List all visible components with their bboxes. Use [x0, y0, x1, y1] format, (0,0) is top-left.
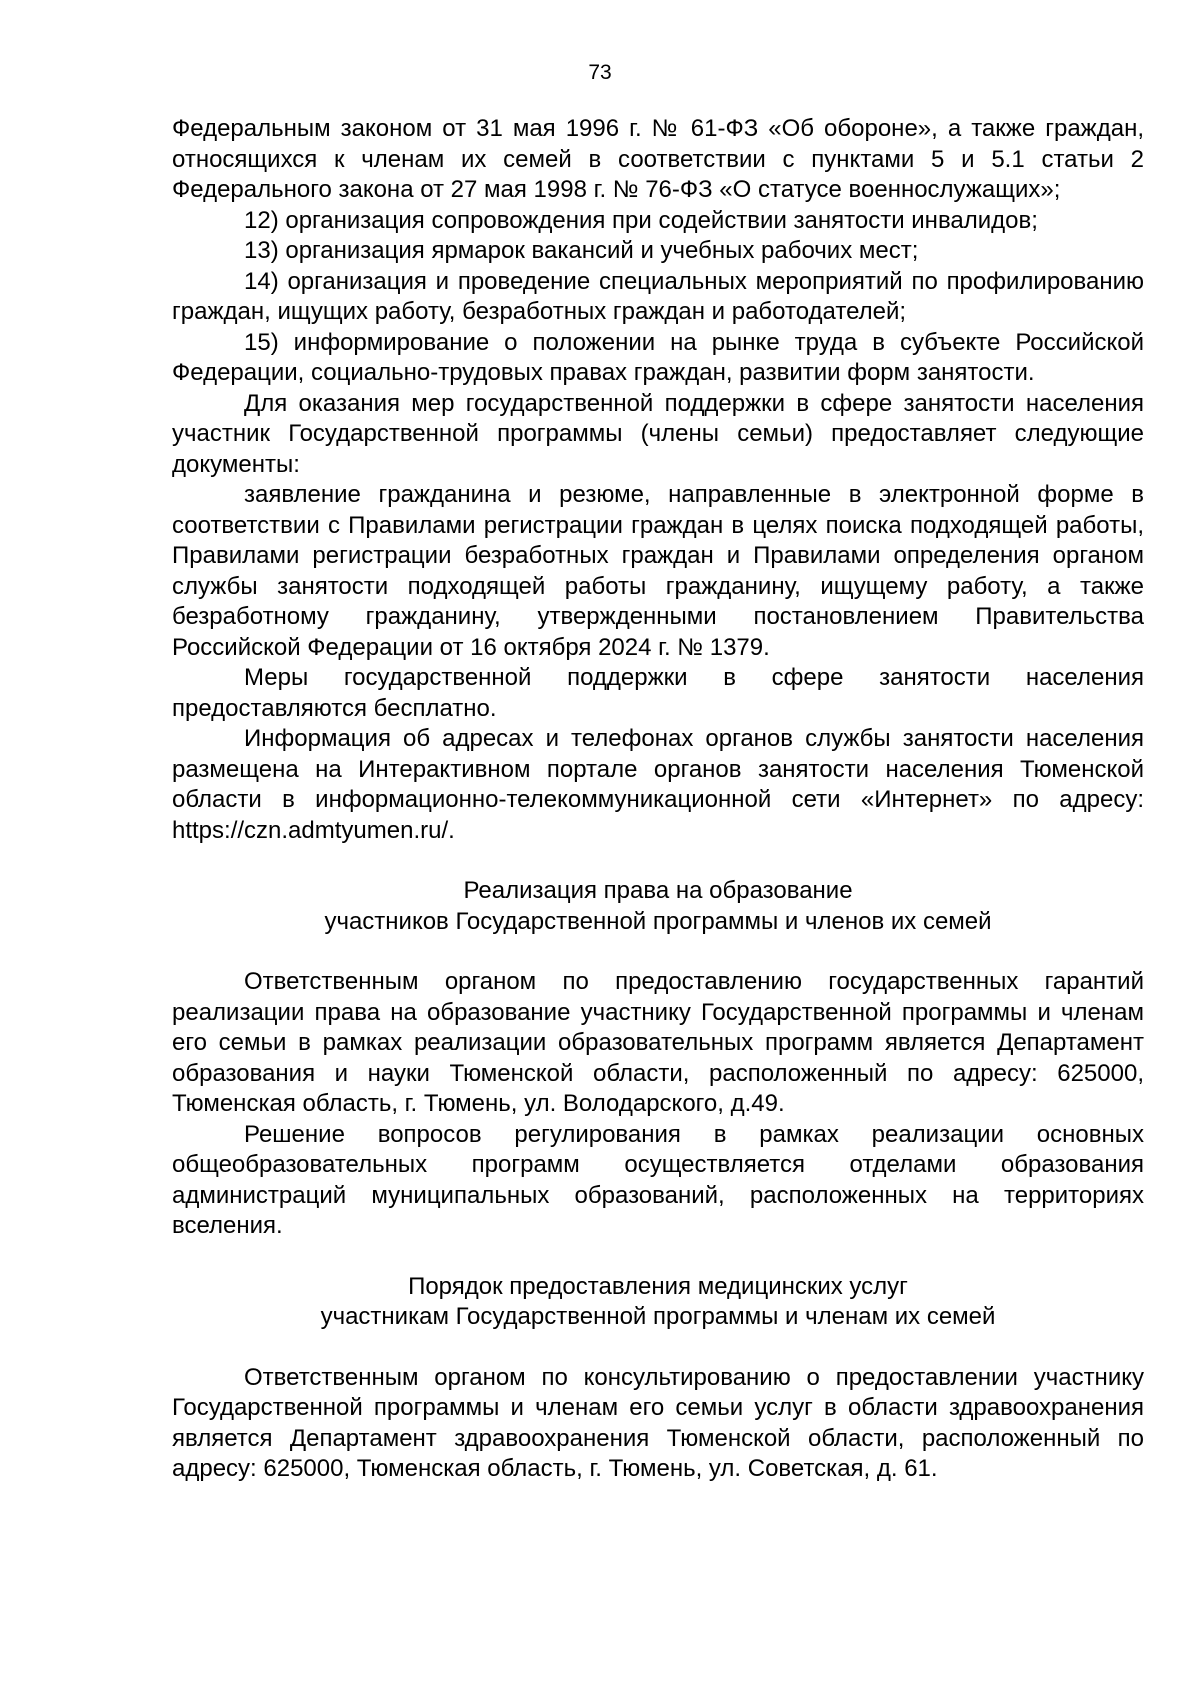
section-heading-medical	[172, 1272, 1144, 1333]
list-item-12: 12) организация сопровождения при содействии занятости инвалидов;	[244, 206, 1038, 234]
section-heading-medical-line1: Порядок предоставления медицинских услуг	[408, 1272, 908, 1300]
section-heading-education-line1: Реализация права на образование	[463, 877, 853, 904]
paragraph-medical-authority: Ответственным органом по консультированию о предоставлении участнику Государственной программы и членам его семьи услуг в области здравоохранения является Департамент здравоохранения Тюменской области, расположенный по адресу: 625000, Тюменская область, г. Тюмень, ул. Советская, д. 61.	[172, 1363, 1144, 1482]
section-heading-medical-line2: участникам Государственной программы и членам их семей	[320, 1303, 996, 1330]
paragraph-documents-intro: Для оказания мер государственной поддержки в сфере занятости населения участник Государственной программы (члены семьи) предоставляет следующие документы:	[172, 389, 1144, 478]
list-item-15: 15) информирование о положении на рынке труда в субъекте Российской Федерации, социально-трудовых правах граждан, развитии форм занятости.	[172, 328, 1144, 386]
section-heading-education-line2: участников Государственной программы и членов их семей	[324, 907, 992, 935]
section-heading-education	[172, 876, 1144, 937]
paragraph-employment-info: Информация об адресах и телефонах органов службы занятости населения размещена на Интерактивном портале органов занятости населения Тюменской области в информационно-телекоммуникационной сети «Интернет» по адресу: https://czn.admtyumen.ru/.	[172, 725, 1144, 844]
list-item-13: 13) организация ярмарок вакансий и учебных рабочих мест;	[244, 237, 919, 264]
paragraph-education-authority: Ответственным органом по предоставлению государственных гарантий реализации права на образование участнику Государственной программы и членам его семьи в рамках реализации образовательных программ является Департамент образования и науки Тюменской области, расположенный по адресу: 625000, Тюменская область, г. Тюмень, ул. Володарского, д.49.	[172, 968, 1144, 1117]
document-body	[172, 114, 1144, 1485]
paragraph-application: заявление гражданина и резюме, направленные в электронной форме в соответствии с Правилами регистрации граждан в целях поиска подходящей работы, Правилами регистрации безработных граждан и Правилами определения органом службы занятости подходящей работы гражданину, ищущему работу, а также безработному гражданину, утвержденными постановлением Правительства Российской Федерации от 16 октября 2024 г. № 1379.	[172, 481, 1144, 661]
paragraph-education-regulation: Решение вопросов регулирования в рамках реализации основных общеобразовательных программ осуществляется отделами образования администраций муниципальных образований, расположенных на территориях вселения.	[172, 1120, 1144, 1239]
page-number: 73	[588, 61, 612, 84]
paragraph-continuation: Федеральным законом от 31 мая 1996 г. № 61-ФЗ «Об обороне», а также граждан, относящихся к членам их семей в соответствии с пунктами 5 и 5.1 статьи 2 Федерального закона от 27 мая 1998 г. № 76-ФЗ «О статусе военнослужащих»;	[172, 115, 1144, 203]
paragraph-free-support: Меры государственной поддержки в сфере занятости населения предоставляются бесплатно.	[172, 664, 1144, 722]
list-item-14: 14) организация и проведение специальных мероприятий по профилированию граждан, ищущих работу, безработных граждан и работодателей;	[172, 267, 1144, 325]
